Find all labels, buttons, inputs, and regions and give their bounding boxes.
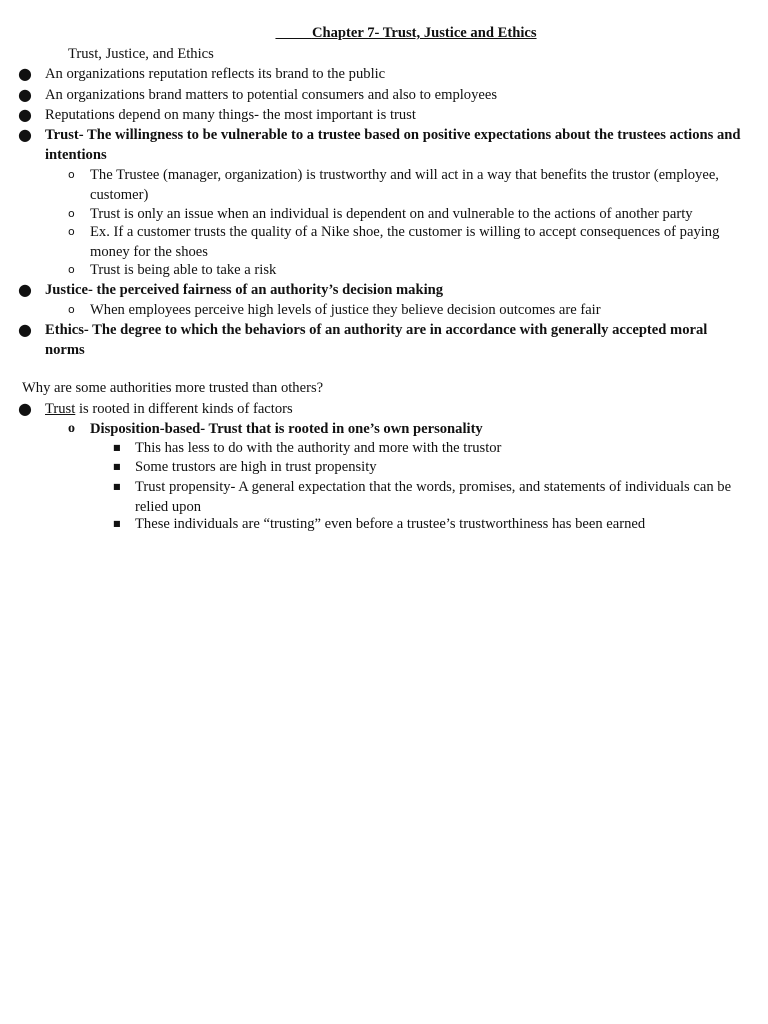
circle-marker: o (68, 225, 75, 238)
list-item-text: The Trustee (manager, organization) is trustworthy and will act in a way that benefits the trustor (employee, customer) (90, 167, 719, 203)
square-marker: ■ (113, 482, 121, 491)
bullet-marker: ● (18, 85, 32, 104)
bullet-marker: ● (18, 280, 32, 299)
list-item-text: An organizations reputation reflects its brand to the public (45, 66, 386, 82)
trust-definition (18, 125, 744, 165)
square-marker: ■ (113, 462, 121, 471)
list-item (18, 399, 744, 419)
underlined-term: Trust (45, 401, 76, 417)
list-item-text: Ethics- The degree to which the behaviors of an authority are in accordance with generally accepted moral norms (45, 322, 708, 358)
square-marker: ■ (113, 443, 121, 452)
page-subtitle: Trust, Justice, and Ethics (68, 46, 214, 62)
list-item (68, 165, 744, 205)
bullet-marker: ● (18, 320, 32, 339)
list-item-text: is rooted in different kinds of factors (75, 401, 293, 417)
bullet-marker: ● (18, 64, 32, 83)
list-item-text: Trust propensity- A general expectation that the words, promises, and statements of individuals can be relied upon (135, 479, 732, 515)
list-item (68, 204, 744, 224)
list-item (113, 514, 744, 534)
bullet-marker: ● (18, 105, 32, 124)
circle-marker: o (68, 207, 75, 220)
list-item (18, 105, 744, 125)
list-item (113, 477, 744, 517)
page-title-text: Chapter 7- Trust, Justice and Ethics (311, 25, 537, 41)
circle-marker: o (68, 263, 75, 276)
list-item (113, 457, 744, 477)
list-item-text: Trust is only an issue when an individual is dependent on and vulnerable to the actions of another party (90, 206, 693, 222)
list-item-text: An organizations brand matters to potential consumers and also to employees (45, 87, 498, 103)
list-item (18, 85, 744, 105)
list-item-text: Justice- the perceived fairness of an authority’s decision making (45, 282, 444, 298)
list-item-text: These individuals are “trusting” even before a trustee’s trustworthiness has been earned (135, 516, 646, 532)
list-item-text: Disposition-based- Trust that is rooted in one’s own personality (90, 421, 483, 437)
square-marker: ■ (113, 519, 121, 528)
page-title (0, 23, 768, 43)
circle-marker: o (68, 421, 75, 436)
bullet-marker: ● (18, 125, 32, 144)
list-item-text: Trust is being able to take a risk (90, 262, 277, 278)
list-item (68, 222, 744, 262)
bullet-marker: ● (18, 399, 32, 418)
list-item (68, 300, 744, 320)
circle-marker: o (68, 303, 75, 316)
list-item-text: Ex. If a customer trusts the quality of a Nike shoe, the customer is willing to accept consequences of paying money for the shoes (90, 224, 720, 260)
list-item-text: This has less to do with the authority and more with the trustor (135, 440, 502, 456)
ethics-definition (18, 320, 744, 360)
list-item-text: When employees perceive high levels of justice they believe decision outcomes are fair (90, 302, 601, 318)
circle-marker: o (68, 168, 75, 181)
list-item-text: Trust- The willingness to be vulnerable to a trustee based on positive expectations about the trustees actions and intentions (45, 127, 741, 163)
justice-definition (18, 280, 744, 300)
list-item (68, 260, 744, 280)
section-question: Why are some authorities more trusted than others? (22, 380, 324, 396)
disposition-based-item (68, 419, 744, 439)
list-item (18, 64, 744, 84)
list-item-text: Reputations depend on many things- the most important is trust (45, 107, 416, 123)
list-item-text: Some trustors are high in trust propensity (135, 459, 377, 475)
list-item (113, 438, 744, 458)
